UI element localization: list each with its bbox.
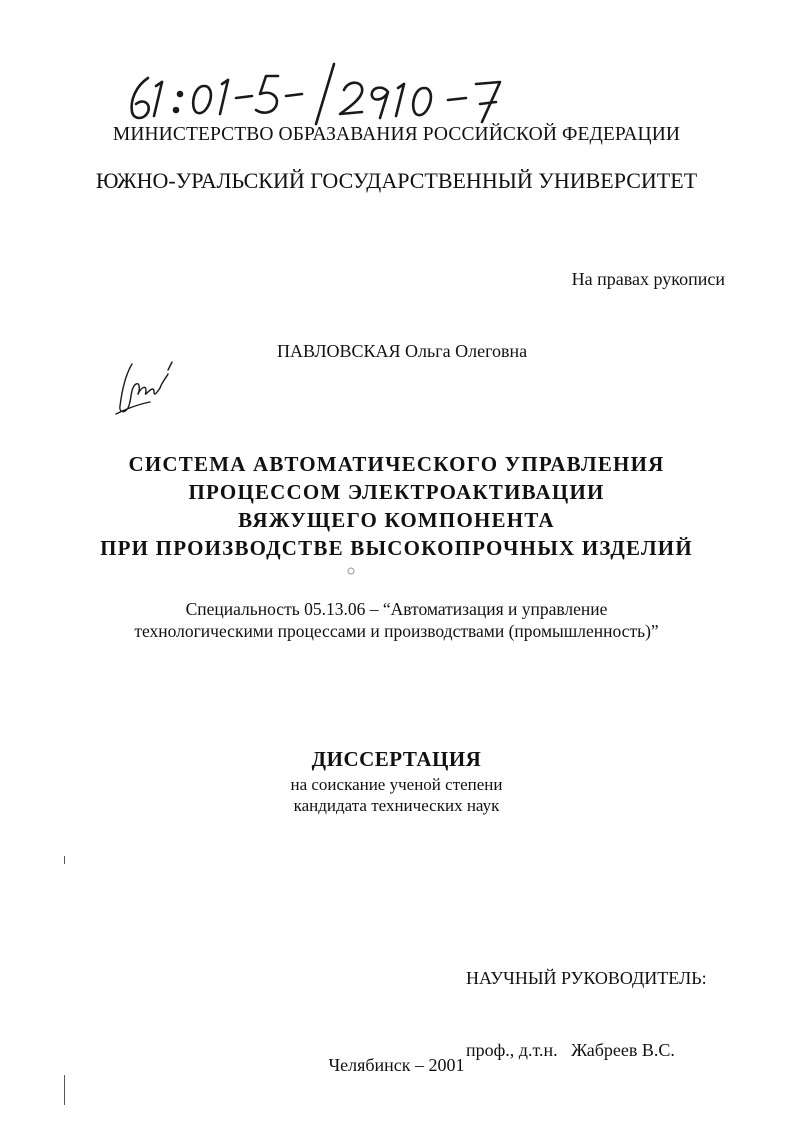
specialty (0, 598, 793, 642)
degree-line: на соискание ученой степени (290, 775, 503, 794)
title-line: СИСТЕМА АВТОМАТИЧЕСКОГО УПРАВЛЕНИЯ (128, 452, 665, 476)
scan-edge-mark (64, 1075, 65, 1105)
dissertation-degree (0, 774, 793, 816)
supervisor-label: НАУЧНЫЙ РУКОВОДИТЕЛЬ: (466, 968, 707, 988)
archive-code-handwritten (118, 60, 538, 130)
university-name: ЮЖНО-УРАЛЬСКИЙ ГОСУДАРСТВЕННЫЙ УНИВЕРСИТЕТ (95, 168, 698, 193)
title-line: ПРОЦЕССОМ ЭЛЕКТРОАКТИВАЦИИ (188, 480, 605, 504)
city-year: Челябинск – 2001 (328, 1055, 465, 1075)
dissertation-heading: ДИССЕРТАЦИЯ (311, 747, 482, 771)
author-signature (110, 356, 180, 418)
scan-edge-mark (64, 856, 65, 864)
supervisor-name: проф., д.т.н. Жабреев В.С. (466, 1040, 675, 1060)
dissertation-title (0, 450, 793, 562)
specialty-line: технологическими процессами и производствами (промышленность)” (134, 621, 659, 641)
title-line: ВЯЖУЩЕГО КОМПОНЕНТА (238, 508, 555, 532)
specialty-line: Специальность 05.13.06 – “Автоматизация и управление (185, 599, 608, 619)
title-line: ПРИ ПРОИЗВОДСТВЕ ВЫСОКОПРОЧНЫХ ИЗДЕЛИЙ (100, 536, 693, 560)
author-name: ПАВЛОВСКАЯ Ольга Олеговна (277, 341, 528, 361)
ministry-name: МИНИСТЕРСТВО ОБРАЗАВАНИЯ РОССИЙСКОЙ ФЕДЕРАЦИИ (112, 124, 681, 145)
scan-speck (346, 566, 356, 576)
manuscript-note: На правах рукописи (571, 269, 725, 289)
degree-line: кандидата технических наук (293, 796, 500, 815)
